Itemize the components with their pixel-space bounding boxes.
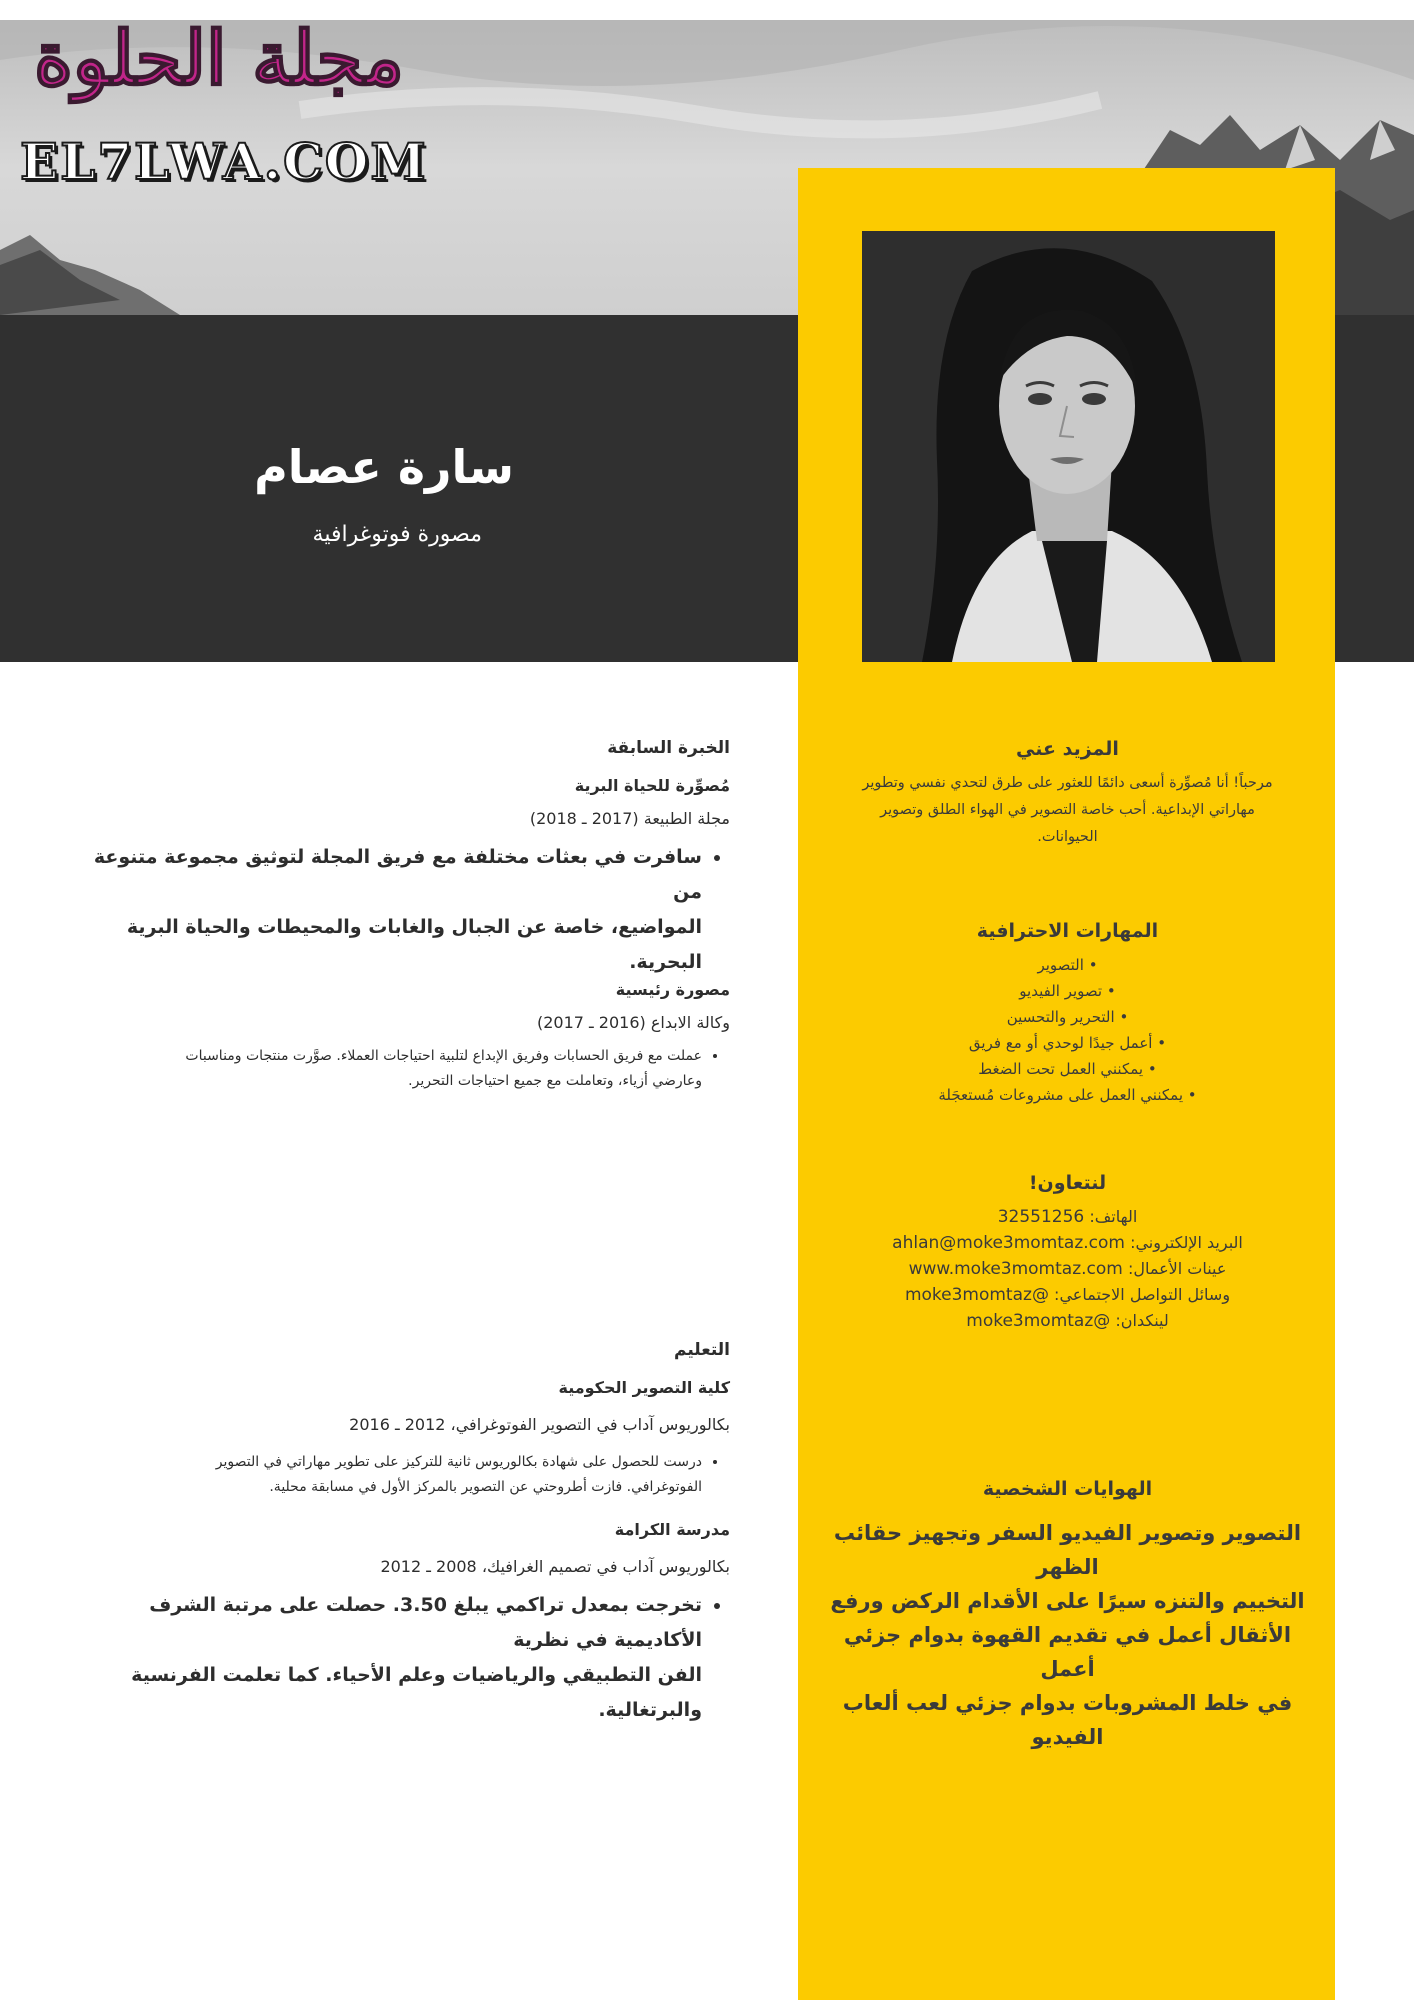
job-bullets bbox=[60, 840, 730, 980]
bullet-line: الفوتوغرافي. فازت أطروحتي عن التصوير بالمركز الأول في مسابقة محلية. bbox=[269, 1479, 702, 1495]
skills-list bbox=[820, 952, 1315, 1108]
contact-title: لنتعاون! bbox=[1028, 1172, 1107, 1194]
phone-label: الهاتف: bbox=[1089, 1207, 1138, 1226]
bullet-line: المواضيع، خاصة عن الجبال والغابات والمحيطات والحياة البرية البحرية. bbox=[126, 916, 702, 973]
skill-item: • أعمل جيدًا لوحدي أو مع فريق bbox=[820, 1030, 1315, 1056]
bullet-line: وعارضي أزياء، وتعاملت مع جميع احتياجات التحرير. bbox=[408, 1073, 702, 1089]
hobbies-line: التصوير وتصوير الفيديو السفر وتجهيز حقائب الظهر bbox=[833, 1521, 1302, 1579]
contact-social bbox=[820, 1282, 1315, 1308]
about-line: الحيوانات. bbox=[1037, 829, 1098, 845]
contact-portfolio bbox=[820, 1256, 1315, 1282]
phone-value[interactable]: 32551256 bbox=[997, 1207, 1085, 1227]
portfolio-label: عينات الأعمال: bbox=[1127, 1259, 1227, 1278]
school-meta: بكالوريوس آداب في التصوير الفوتوغرافي، 2012 ـ 2016 bbox=[349, 1415, 730, 1434]
job-meta: وكالة الابداع (2016 ـ 2017) bbox=[536, 1013, 730, 1032]
linkedin-handle[interactable]: @moke3momtaz bbox=[966, 1311, 1111, 1331]
hobbies-line: الأثقال أعمل في تقديم القهوة بدوام جزئي أعمل bbox=[843, 1623, 1292, 1681]
school-meta: بكالوريوس آداب في تصميم الغرافيك، 2008 ـ 2012 bbox=[380, 1557, 730, 1576]
school-bullet bbox=[60, 1588, 702, 1728]
portrait-image bbox=[862, 231, 1275, 662]
hobbies-line: في خلط المشروبات بدوام جزئي لعب ألعاب الفيديو bbox=[842, 1691, 1293, 1749]
about-text bbox=[820, 770, 1315, 851]
social-handle[interactable]: @moke3momtaz bbox=[904, 1285, 1049, 1305]
school-name: مدرسة الكرامة bbox=[614, 1520, 730, 1539]
skill-item: • التصوير bbox=[820, 952, 1315, 978]
el7lwa-logo-arabic bbox=[34, 4, 404, 114]
hobbies-text bbox=[820, 1516, 1315, 1754]
education-section bbox=[60, 1340, 730, 1728]
school-bullets bbox=[60, 1450, 730, 1500]
bullet-line: سافرت في بعثات مختلفة مع فريق المجلة لتوثيق مجموعة متنوعة من bbox=[93, 846, 702, 903]
linkedin-label: لينكدان: bbox=[1115, 1311, 1169, 1330]
job-title: مُصوِّرة للحياة البرية bbox=[574, 776, 730, 795]
el7lwa-logo-english: EL7LWA.COM bbox=[20, 132, 428, 191]
skills-section bbox=[820, 920, 1315, 1108]
contact-linkedin bbox=[820, 1308, 1315, 1334]
skills-title: المهارات الاحترافية bbox=[976, 920, 1159, 942]
skill-item: • يمكنني العمل تحت الضغط bbox=[820, 1056, 1315, 1082]
contact-email bbox=[820, 1230, 1315, 1256]
job-bullet bbox=[60, 1044, 702, 1094]
social-label: وسائل التواصل الاجتماعي: bbox=[1054, 1285, 1231, 1304]
school-name: كلية التصوير الحكومية bbox=[558, 1378, 730, 1397]
hobbies-title: الهوايات الشخصية bbox=[982, 1478, 1153, 1500]
job-title: مصورة رئيسية bbox=[615, 980, 730, 999]
about-section bbox=[820, 738, 1315, 851]
bullet-line: تخرجت بمعدل تراكمي يبلغ 3.50. حصلت على مرتبة الشرف الأكاديمية في نظرية bbox=[149, 1594, 702, 1651]
skill-item: • يمكنني العمل على مشروعات مُستعجَلة bbox=[820, 1082, 1315, 1108]
person-name: سارة عصام bbox=[254, 440, 514, 494]
contact-section bbox=[820, 1172, 1315, 1334]
hobbies-line: التخييم والتنزه سيرًا على الأقدام الركض ورفع bbox=[830, 1589, 1305, 1613]
about-line: مرحباً! أنا مُصوِّرة أسعى دائمًا للعثور على طرق لتحدي نفسي وتطوير bbox=[862, 775, 1273, 791]
experience-section bbox=[60, 738, 730, 1094]
skill-item: • تصوير الفيديو bbox=[820, 978, 1315, 1004]
job-bullet bbox=[60, 840, 702, 980]
bullet-line: الفن التطبيقي والرياضيات وعلم الأحياء. كما تعلمت الفرنسية والبرتغالية. bbox=[131, 1664, 702, 1721]
about-line: مهاراتي الإبداعية. أحب خاصة التصوير في الهواء الطلق وتصوير bbox=[880, 802, 1255, 818]
bullet-line: عملت مع فريق الحسابات وفريق الإبداع لتلبية احتياجات العملاء. صوَّرت منتجات ومناسبات bbox=[185, 1048, 702, 1064]
person-role: مصورة فوتوغرافية bbox=[312, 522, 482, 547]
svg-text:مجلة الحلوة: مجلة الحلوة bbox=[34, 16, 404, 102]
profile-photo bbox=[862, 231, 1275, 662]
school-bullets bbox=[60, 1588, 730, 1728]
education-title: التعليم bbox=[674, 1340, 730, 1360]
portfolio-link[interactable]: www.moke3momtaz.com bbox=[908, 1259, 1123, 1279]
contact-phone bbox=[820, 1204, 1315, 1230]
skill-item: • التحرير والتحسين bbox=[820, 1004, 1315, 1030]
email-value[interactable]: ahlan@moke3momtaz.com bbox=[892, 1233, 1125, 1253]
experience-title: الخبرة السابقة bbox=[607, 738, 730, 758]
hobbies-section bbox=[820, 1478, 1315, 1754]
bullet-line: درست للحصول على شهادة بكالوريوس ثانية للتركيز على تطوير مهاراتي في التصوير bbox=[215, 1454, 702, 1470]
school-bullet bbox=[60, 1450, 702, 1500]
email-label: البريد الإلكتروني: bbox=[1130, 1233, 1243, 1252]
about-title: المزيد عني bbox=[1016, 738, 1119, 760]
job-bullets bbox=[60, 1044, 730, 1094]
job-meta: مجلة الطبيعة (2017 ـ 2018) bbox=[529, 809, 730, 828]
